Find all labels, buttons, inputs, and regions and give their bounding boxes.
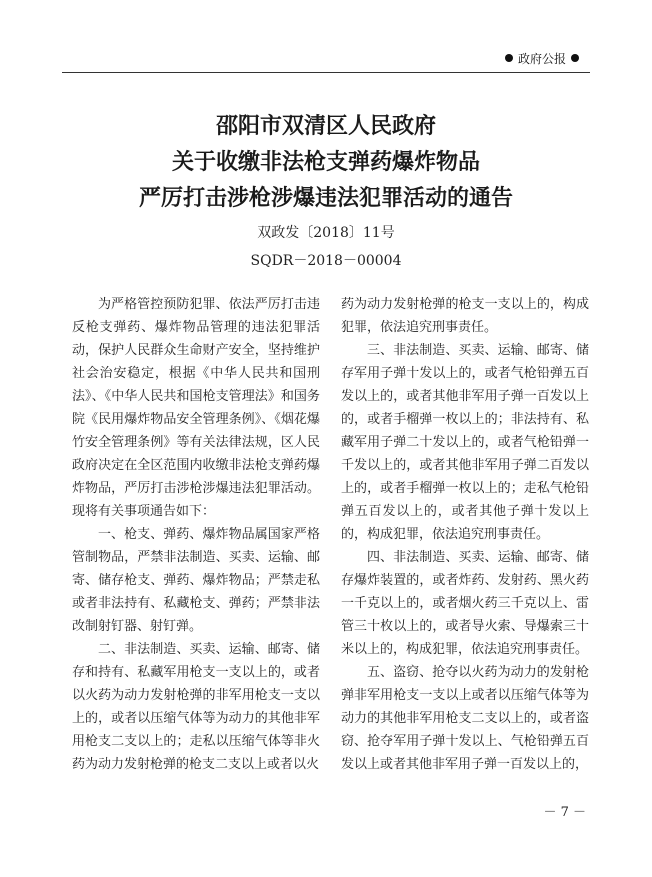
paragraph-intro: 为严格管控预防犯罪、依法严厉打击违反枪支弹药、爆炸物品管理的违法犯罪活动，保护人民群众生命财产安全，坚持维护社会治安稳定，根据《中华人民共和国刑法》、《中华人民共和国枪支管理法》和国务院《民用爆炸物品安全管理条例》、《烟花爆竹安全管理条例》等有关法律法规，区人民政府决定在全区范围内收缴非法枪支弹药爆炸物品，严厉打击涉枪涉爆违法犯罪活动。现将有关事项通告如下： — [72, 297, 320, 519]
bullet-dot-icon — [505, 54, 513, 62]
title-line-3: 严厉打击涉枪涉爆违法犯罪活动的通告 — [138, 185, 513, 211]
paragraph-item-4: 四、非法制造、买卖、运输、邮寄、储存爆炸装置的，或者炸药、发射药、黑火药一千克以上的，或者烟火药三千克以上、雷管三十枚以上的，或者导火索、导爆索三十米以上的，构成犯罪，依法追究刑事责任。 — [341, 550, 589, 657]
paragraph-item-5: 五、盗窃、抢夺以火药为动力的发射枪弹非军用枪支一支以上或者以压缩气体等为动力的其他非军用枪支二支以上的，或者盗窃、抢夺军用子弹十发以上、气枪铅弹五百发以上或者其他非军用子弹一百发以上的， — [341, 665, 589, 772]
body-column-right — [341, 293, 589, 776]
paragraph-item-2: 二、非法制造、买卖、运输、邮寄、储存和持有、私藏军用枪支一支以上的，或者以火药为动力发射枪弹的非军用枪支一支以上的，或者以压缩气体等为动力的其他非军用枪支二支以上的；走私以压缩气体等非火药为动力发射枪弹的枪支二支以上或者以火 — [72, 642, 320, 772]
page-header — [0, 49, 652, 69]
paragraph-item-1: 一、枪支、弹药、爆炸物品属国家严格管制物品，严禁非法制造、买卖、运输、邮寄、储存枪支、弹药、爆炸物品；严禁走私或者非法持有、私藏枪支、弹药；严禁非法改制射钉器、射钉弹。 — [72, 527, 320, 634]
body-column-left — [72, 293, 320, 776]
gazette-name: 政府公报 — [517, 52, 566, 66]
title-line-1: 邵阳市双清区人民政府 — [215, 113, 436, 139]
paragraph-item-2-continued: 药为动力发射枪弹的枪支一支以上的，构成犯罪，依法追究刑事责任。 — [341, 297, 589, 335]
bullet-dot-icon — [571, 54, 579, 62]
header-label — [500, 49, 584, 69]
registration-number: SQDR－2018－00004 — [250, 253, 402, 269]
title-line-2: 关于收缴非法枪支弹药爆炸物品 — [171, 149, 480, 175]
page-number: － 7 － — [543, 805, 586, 820]
header-rule — [62, 72, 590, 73]
paragraph-item-3: 三、非法制造、买卖、运输、邮寄、储存军用子弹十发以上的，或者气枪铅弹五百发以上的，或者其他非军用子弹一百发以上的，或者手榴弹一枚以上的；非法持有、私藏军用子弹二十发以上的，或者气枪铅弹一千发以上的，或者其他非军用子弹二百发以上的，或者手榴弹一枚以上的；走私气枪铅弹五百发以上的，或者其他子弹十发以上的，构成犯罪，依法追究刑事责任。 — [341, 343, 589, 542]
document-number: 双政发〔2018〕11号 — [257, 225, 395, 241]
